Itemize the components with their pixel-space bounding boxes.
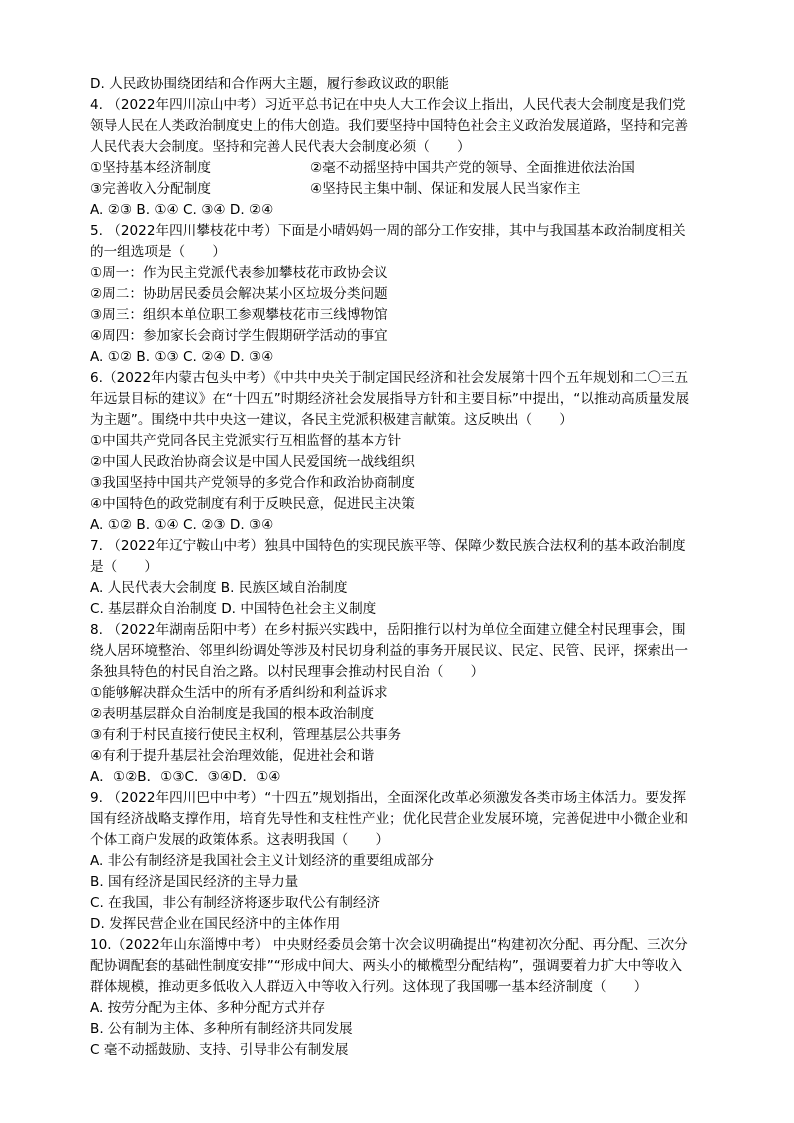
question-8-options: A．①②B．①③C．③④D．①④: [90, 769, 281, 785]
question-6-statement-4: ④中国特色的政党制度有利于反映民意，促进民主决策: [90, 496, 415, 512]
question-6-statement-1: ①中国共产党同各民主党派实行互相监督的基本方针: [90, 433, 402, 449]
question-4-statements-row-2: [90, 179, 706, 200]
question-8-statement-1: ①能够解决群众生活中的所有矛盾纠纷和利益诉求: [90, 685, 388, 701]
question-6-statement-3: ③我国坚持中国共产党领导的多党合作和政治协商制度: [90, 475, 415, 491]
question-6-stem-line-3: 为主题”。围绕中共中央这一建议，各民主党派积极建言献策。这反映出（ ）: [90, 412, 573, 428]
question-5-statement-1: ①周一：作为民主党派代表参加攀枝花市政协会议: [90, 265, 388, 281]
question-9-option-d: D. 发挥民营企业在国民经济中的主体作用: [90, 916, 341, 932]
option-d-prev: D. 人民政协围绕团结和合作两大主题，履行参政议政的职能: [90, 76, 449, 92]
question-8-statement-4: ④有利于提升基层社会治理效能，促进社会和谐: [90, 748, 375, 764]
question-4-options: A. ②③ B. ①④ C. ③④ D. ②④: [90, 202, 274, 218]
question-4-stem-line-3: 人民代表大会制度。坚持和完善人民代表大会制度必须（ ）: [90, 139, 471, 155]
question-4-stem-line-2: 领导人民在人类政治制度史上的伟大创造。我们要坚持中国特色社会主义政治发展道路，坚持和完善: [90, 118, 689, 134]
question-5-stem-line-2: 的一组选项是（ ）: [90, 244, 226, 260]
question-content: [90, 74, 706, 1061]
statement-2: ②毫不动摇坚持中国共产党的领导、全面推进依法治国: [310, 160, 635, 176]
question-10-option-a: A. 按劳分配为主体、多种分配方式并存: [90, 1000, 326, 1016]
question-4-stem-line-1: 4. （2022年四川凉山中考）习近平总书记在中央人大工作会议上指出，人民代表大会制度是我们党: [90, 97, 686, 113]
question-8-stem-line-3: 条独具特色的村民自治之路。以村民理事会推动村民自治（ ）: [90, 664, 485, 680]
question-8-statement-2: ②表明基层群众自治制度是我国的根本政治制度: [90, 706, 375, 722]
question-8-stem-line-2: 绕人居环境整治、邻里纠纷调处等涉及村民切身利益的事务开展民议、民定、民管、民评，探索出一: [90, 643, 689, 659]
question-8-statement-3: ③有利于村民直接行使民主权利，管理基层公共事务: [90, 727, 402, 743]
question-4-statements-row-1: [90, 158, 706, 179]
question-6-statement-2: ②中国人民政治协商会议是中国人民爱国统一战线组织: [90, 454, 415, 470]
statement-4: ④坚持民主集中制、保证和发展人民当家作主: [310, 181, 581, 197]
question-7-stem-line-2: 是（ ）: [90, 559, 158, 575]
question-7-options-cd: C. 基层群众自治制度 D. 中国特色社会主义制度: [90, 601, 377, 617]
question-7-stem-line-1: 7. （2022年辽宁鞍山中考）独具中国特色的实现民族平等、保障少数民族合法权利的基本政治制度: [90, 538, 686, 554]
question-6-stem-line-1: 6.（2022年内蒙古包头中考）《中共中央关于制定国民经济和社会发展第十四个五年规划和二〇三五: [90, 370, 689, 386]
question-10-stem-line-3: 群体规模，推动更多低收入人群迈入中等收入行列。这体现了我国哪一基本经济制度（ ）: [90, 979, 648, 995]
question-5-statement-4: ④周四：参加家长会商讨学生假期研学活动的事宜: [90, 328, 388, 344]
question-9-stem-line-2: 国有经济战略支撑作用，培育先导性和支柱性产业；优化民营企业发展环境，完善促进中小微企业和: [90, 811, 689, 827]
question-5-statement-2: ②周二：协助居民委员会解决某小区垃圾分类问题: [90, 286, 388, 302]
question-6-options: A. ①② B. ①④ C. ②③ D. ③④: [90, 517, 274, 533]
question-9-option-b: B. 国有经济是国民经济的主导力量: [90, 874, 299, 890]
question-10-stem-line-2: 配协调配套的基础性制度安排”“形成中间大、两头小的橄榄型分配结构”，强调要着力扩大中等收入: [90, 958, 683, 974]
question-10-stem-line-1: 10.（2022年山东淄博中考） 中央财经委员会第十次会议明确提出“构建初次分配、再分配、三次分: [90, 937, 688, 953]
question-10-option-b: B. 公有制为主体、多种所有制经济共同发展: [90, 1021, 353, 1037]
question-6-stem-line-2: 年远景目标的建议》在“十四五”时期经济社会发展指导方针和主要目标”中提出，“以推动高质量发展: [90, 391, 690, 407]
question-9-stem-line-3: 个体工商户发展的政策体系。这表明我国（ ）: [90, 832, 390, 848]
question-10-option-c: C 毫不动摇鼓励、支持、引导非公有制发展: [90, 1042, 349, 1058]
question-5-options: A. ①② B. ①③ C. ②④ D. ③④: [90, 349, 274, 365]
question-9-stem-line-1: 9. （2022年四川巴中中考）“十四五”规划指出，全面深化改革必须激发各类市场主体活力。要发挥: [90, 790, 687, 806]
question-7-options-ab: A. 人民代表大会制度 B. 民族区域自治制度: [90, 580, 348, 596]
question-9-option-a: A. 非公有制经济是我国社会主义计划经济的重要组成部分: [90, 853, 434, 869]
question-5-stem-line-1: 5. （2022年四川攀枝花中考）下面是小晴妈妈一周的部分工作安排，其中与我国基本政治制度相关: [90, 223, 686, 239]
statement-1: ①坚持基本经济制度: [90, 160, 211, 176]
question-9-option-c: C. 在我国，非公有制经济将逐步取代公有制经济: [90, 895, 381, 911]
question-8-stem-line-1: 8. （2022年湖南岳阳中考）在乡村振兴实践中，岳阳推行以村为单位全面建立健全村民理事会，围: [90, 622, 686, 638]
statement-3: ③完善收入分配制度: [90, 181, 211, 197]
question-5-statement-3: ③周三：组织本单位职工参观攀枝花市三线博物馆: [90, 307, 388, 323]
